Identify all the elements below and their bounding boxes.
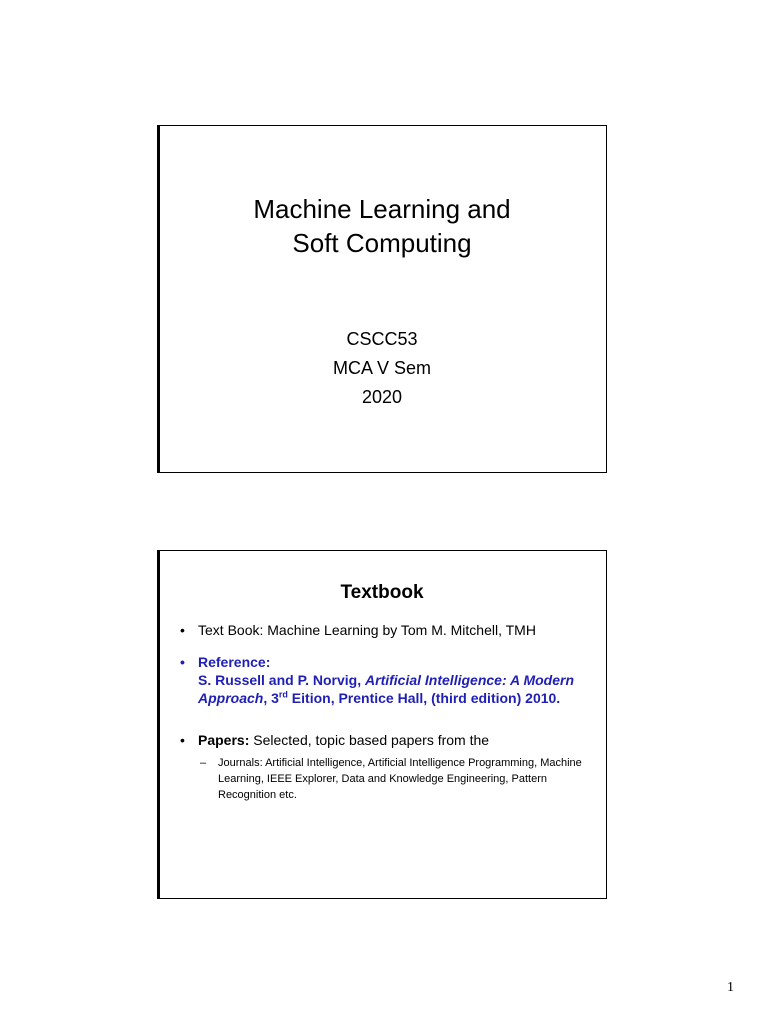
reference-label: Reference: — [198, 654, 271, 670]
dash-marker: – — [200, 757, 207, 769]
journals-text: Journals: Artificial Intelligence, Artificial Intelligence Programming, Machine Learning, IEEE Explorer, Data and Knowledge Engineering, Pattern Recognition etc. — [218, 757, 582, 801]
semester: MCA V Sem — [332, 358, 432, 378]
list-item-papers — [180, 731, 588, 749]
list-item-reference — [180, 653, 588, 707]
title-slide — [157, 125, 607, 473]
reference-edition-sup: rd — [278, 689, 288, 700]
slide-title — [158, 192, 606, 260]
course-info — [158, 325, 606, 412]
papers-label: Papers: — [198, 732, 250, 748]
bullet-marker: • — [180, 622, 185, 638]
reference-edition-prefix: , 3 — [263, 690, 279, 706]
course-code: CSCC53 — [346, 329, 418, 349]
bullet-marker: • — [180, 732, 185, 748]
papers-text: Selected, topic based papers from the — [249, 732, 490, 748]
reference-edition-rest: Eition, Prentice Hall, (third edition) 2010. — [287, 690, 561, 706]
page-number: 1 — [727, 980, 734, 995]
reference-book-title: Artificial Intelligence: A Modern Approach — [198, 672, 575, 706]
sub-list-item — [180, 755, 588, 803]
reference-citation — [198, 671, 588, 707]
reference-authors: S. Russell and P. Norvig, — [198, 672, 366, 688]
bullet-list — [180, 621, 588, 803]
list-item — [180, 621, 588, 639]
textbook-text: Text Book: Machine Learning by Tom M. Mitchell, TMH — [198, 622, 536, 638]
slide-title: Textbook — [340, 582, 424, 603]
bullet-marker: • — [180, 654, 185, 670]
textbook-slide — [157, 550, 607, 899]
year: 2020 — [361, 387, 403, 407]
title-line-1: Machine Learning and — [253, 194, 511, 224]
title-line-2: Soft Computing — [292, 228, 472, 258]
